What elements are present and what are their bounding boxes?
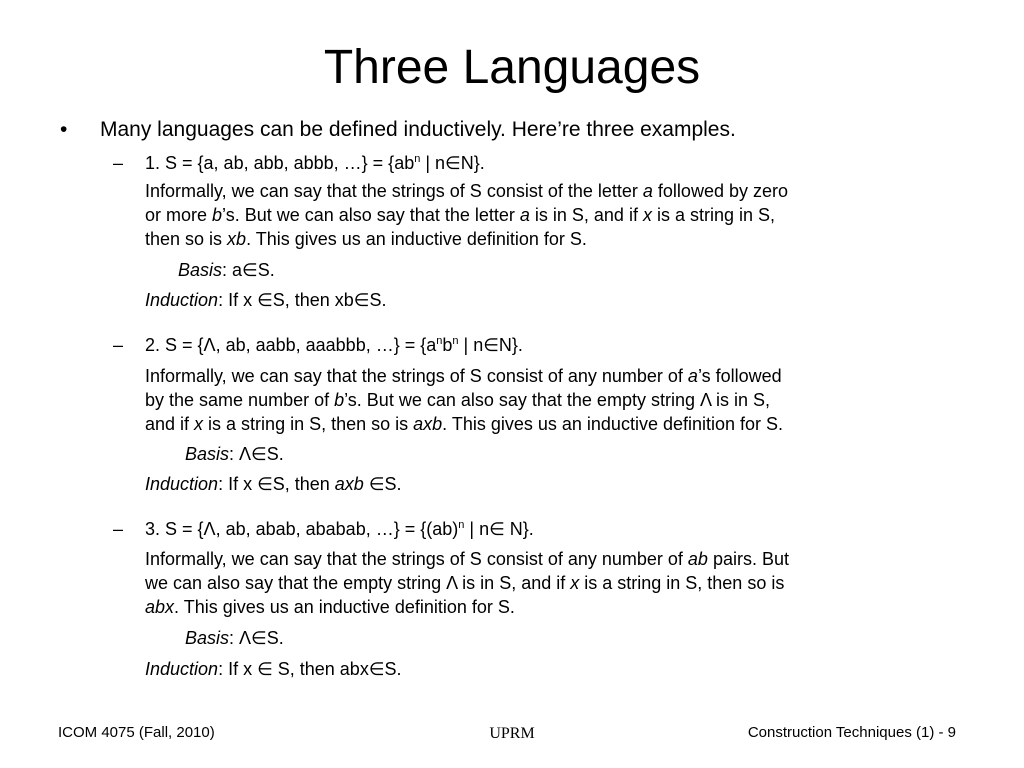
example-2-para-line-2: by the same number of b’s. But we can also say that the empty string Λ is in S, bbox=[145, 390, 771, 410]
example-3-heading: 3. S = {Λ, ab, abab, ababab, …} = {(ab)$^n$ | n∈ N}. bbox=[145, 519, 534, 539]
example-2-heading: 2. S = {Λ, ab, aabb, aaabbb, …} = {$a^nb^n$ | n∈N}. bbox=[145, 335, 523, 355]
footer-institution: UPRM bbox=[489, 725, 535, 742]
dash-1: – bbox=[113, 153, 124, 173]
intro-text: Many languages can be defined inductively. Here’re three examples. bbox=[100, 118, 736, 141]
example-1-basis: Basis: a∈S. bbox=[178, 260, 275, 280]
bullet-glyph: • bbox=[60, 118, 68, 141]
example-2-para-line-1: Informally, we can say that the strings of S consist of any number of a’s followed bbox=[145, 366, 782, 386]
example-1-heading: 1. S = {a, ab, abb, abbb, …} = {$ab^n$ | n∈N}. bbox=[145, 153, 485, 173]
slide-title: Three Languages bbox=[323, 41, 701, 94]
example-3-induction: Induction: If x ∈ S, then abx∈S. bbox=[145, 659, 402, 679]
example-3-para-line-3: abx. This gives us an inductive definition for S. bbox=[145, 597, 515, 617]
example-2-basis: Basis: Λ∈S. bbox=[185, 444, 284, 464]
footer-slide-number: Construction Techniques (1) - 9 bbox=[747, 724, 956, 741]
footer-course: ICOM 4075 (Fall, 2010) bbox=[58, 724, 215, 741]
example-1-para-line-1: Informally, we can say that the strings of S consist of the letter a followed by zero bbox=[145, 181, 788, 201]
example-2-induction: Induction: If x ∈S, then axb ∈S. bbox=[145, 474, 402, 494]
dash-2: – bbox=[113, 335, 124, 355]
example-3-para-line-1: Informally, we can say that the strings of S consist of any number of ab pairs. But bbox=[145, 549, 789, 569]
example-1-induction: Induction: If x ∈S, then xb∈S. bbox=[145, 290, 387, 310]
example-1-para-line-2: or more b’s. But we can also say that the letter a is in S, and if x is a string in S, bbox=[145, 205, 775, 225]
example-1-para-line-3: then so is xb. This gives us an inductive definition for S. bbox=[145, 229, 587, 249]
example-3-para-line-2: we can also say that the empty string Λ is in S, and if x is a string in S, then so is bbox=[145, 573, 785, 593]
example-2-para-line-3: and if x is a string in S, then so is axb. This gives us an inductive definition for S. bbox=[145, 414, 784, 434]
example-3-basis: Basis: Λ∈S. bbox=[185, 628, 284, 648]
dash-3: – bbox=[113, 519, 124, 539]
